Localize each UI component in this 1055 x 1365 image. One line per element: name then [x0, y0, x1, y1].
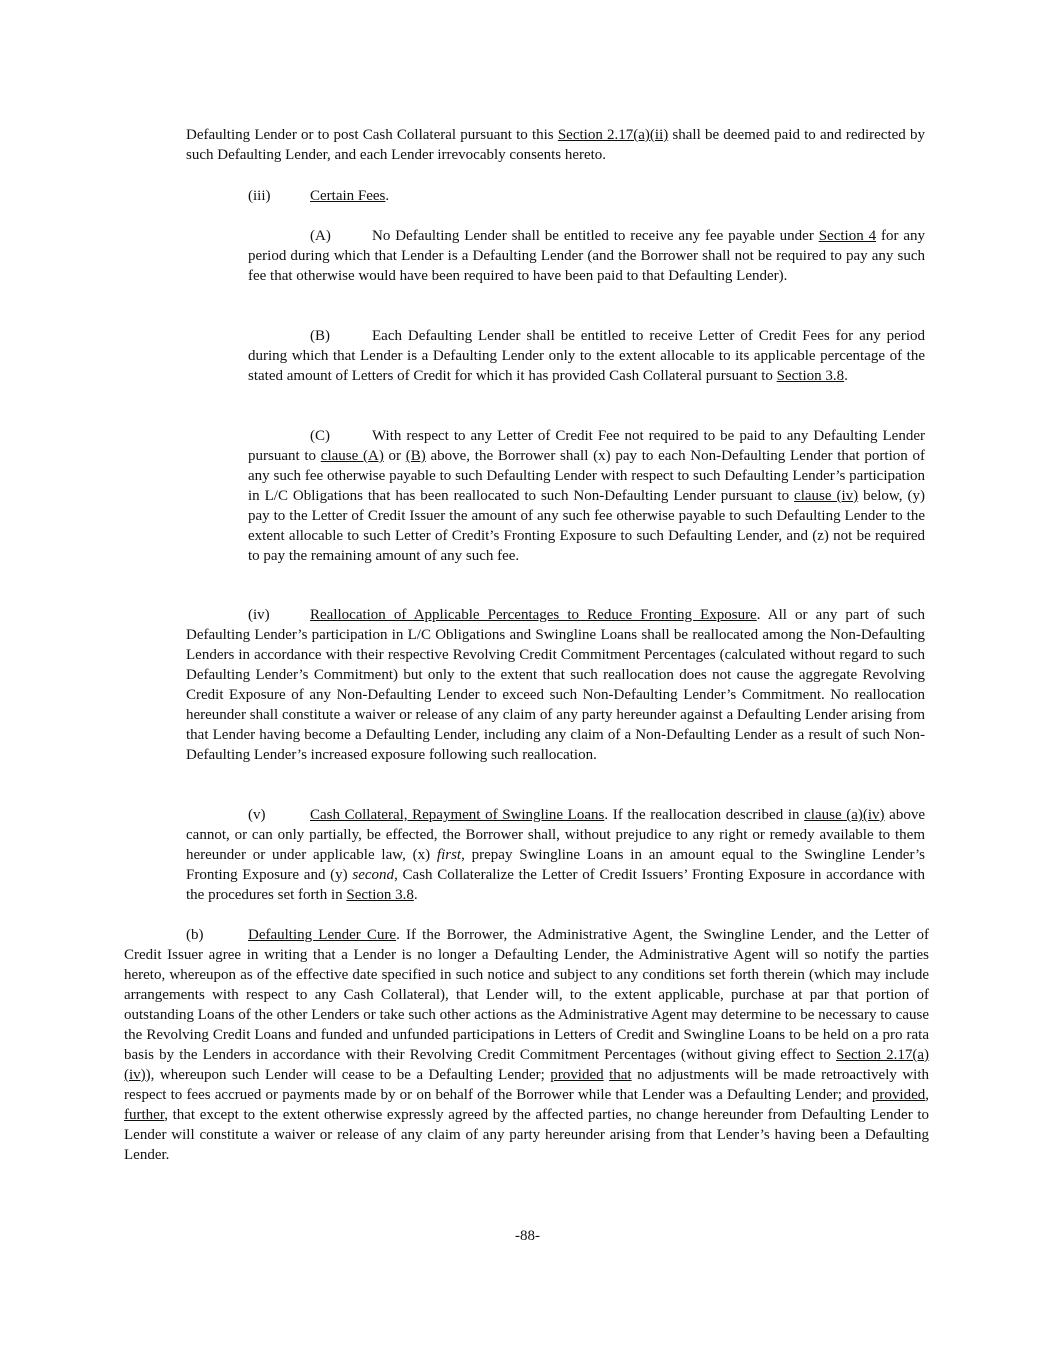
- clause-title: Reallocation of Applicable Percentages to Reduce Fronting Exposure: [310, 607, 757, 623]
- clause-number: (iii): [248, 188, 271, 204]
- paragraph-intro: Defaulting Lender or to post Cash Collateral pursuant to this Section 2.17(a)(ii) shall be deemed paid to and redirected by such Defaulting Lender, and each Lender irrevocably consents hereto.: [186, 127, 925, 163]
- paragraph-A: (A) No Defaulting Lender shall be entitled to receive any fee payable under Section 4 for any period during which that Lender is a Defaulting Lender (and the Borrower shall not be required to pay any such fee that otherwise would have been required to have been paid to that Defaulting Lender).: [248, 228, 925, 284]
- clause-title: Certain Fees: [310, 188, 386, 204]
- page-number: -88-: [515, 1228, 540, 1244]
- clause-number: (iv): [248, 607, 270, 623]
- clause-number: (C): [310, 428, 330, 444]
- clause-title: Cash Collateral, Repayment of Swingline Loans: [310, 807, 605, 823]
- proviso-term: provided: [871, 1087, 926, 1103]
- section-reference: Section 2.17(a)(ii): [557, 127, 669, 143]
- section-reference: Section 4: [818, 228, 877, 244]
- proviso-term: that: [609, 1067, 632, 1083]
- paragraph-C: (C) With respect to any Letter of Credit Fee not required to be paid to any Defaulting Lender pursuant to clause (A) or (B) above, the Borrower shall (x) pay to each Non-Defaulting Lender that portion of any such fee otherwise payable to such Defaulting Lender with respect to such Defaulting Lender’s participation in L/C Obligations that has been reallocated to such Non-Defaulting Lender pursuant to clause (iv) below, (y) pay to the Letter of Credit Issuer the amount of any such fee otherwise payable to such Defaulting Lender to the extent allocable to such Letter of Credit’s Fronting Exposure to such Defaulting Lender, and (z) not be required to pay the remaining amount of any such fee.: [248, 428, 925, 564]
- paragraph-B: (B) Each Defaulting Lender shall be entitled to receive Letter of Credit Fees for any period during which that Lender is a Defaulting Lender only to the extent allocable to its applicable percentage of the stated amount of Letters of Credit for which it has provided Cash Collateral pursuant to Section 3.8.: [248, 328, 925, 384]
- paragraph-v: (v) Cash Collateral, Repayment of Swingline Loans. If the reallocation described in clause (a)(iv) above cannot, or can only partially, be effected, the Borrower shall, without prejudice to any right or remedy available to them hereunder or under applicable law, (x) first, prepay Swingline Loans in an amount equal to the Swingline Lender’s Fronting Exposure and (y) second, Cash Collateralize the Letter of Credit Issuers’ Fronting Exposure in accordance with the procedures set forth in Section 3.8.: [186, 807, 925, 903]
- clause-reference: clause (a)(iv): [804, 807, 885, 823]
- proviso-term: further: [124, 1107, 165, 1123]
- heading-iii: (iii) Certain Fees.: [248, 188, 390, 204]
- clause-number: (v): [248, 807, 266, 823]
- clause-reference: (B): [405, 448, 426, 464]
- paragraph-b: (b) Defaulting Lender Cure. If the Borrower, the Administrative Agent, the Swingline Lender, and the Letter of Credit Issuer agree in writing that a Lender is no longer a Defaulting Lender, the Administrative Agent will so notify the parties hereto, whereupon as of the effective date specified in such notice and subject to any conditions set forth therein (which may include arrangements with respect to any Cash Collateral), that Lender will, to the extent applicable, purchase at par that portion of outstanding Loans of the other Lenders or take such other actions as the Administrative Agent may determine to be necessary to cause the Revolving Credit Loans and funded and unfunded participations in Letters of Credit and Swingline Loans to be held on a pro rata basis by the Lenders in accordance with their Revolving Credit Commitment Percentages (without giving effect to Section 2.17(a)(iv)), whereupon such Lender will cease to be a Defaulting Lender; provided that no adjustments will be made retroactively with respect to fees accrued or payments made by or on behalf of the Borrower while that Lender was a Defaulting Lender; and provided, further, that except to the extent otherwise expressly agreed by the affected parties, no change hereunder from Defaulting Lender to Lender will constitute a waiver or release of any claim of any party hereunder arising from that Lender’s having been a Defaulting Lender.: [124, 927, 930, 1163]
- clause-number: (A): [310, 228, 331, 244]
- clause-title: Defaulting Lender Cure: [248, 927, 397, 943]
- clause-number: (b): [186, 927, 204, 943]
- clause-reference: clause (A): [320, 448, 384, 464]
- paragraph-iv: (iv) Reallocation of Applicable Percentages to Reduce Fronting Exposure. All or any part of such Defaulting Lender’s participation in L/C Obligations and Swingline Loans shall be reallocated among the Non-Defaulting Lenders in accordance with their respective Revolving Credit Commitment Percentages (calculated without regard to such Defaulting Lender’s Commitment) but only to the extent that such reallocation does not cause the aggregate Revolving Credit Exposure of any Non-Defaulting Lender to exceed such Non-Defaulting Lender’s Commitment. No reallocation hereunder shall constitute a waiver or release of any claim of any party hereunder against a Defaulting Lender arising from that Lender having become a Defaulting Lender, including any claim of a Non-Defaulting Lender as a result of such Non-Defaulting Lender’s increased exposure following such reallocation.: [186, 607, 925, 763]
- section-reference: Section 2.17(a)(iv): [124, 1047, 929, 1083]
- section-reference: Section 3.8: [346, 887, 414, 903]
- proviso-term: provided: [550, 1067, 604, 1083]
- clause-reference: clause (iv): [794, 488, 859, 504]
- section-reference: Section 3.8: [776, 368, 845, 384]
- clause-number: (B): [310, 328, 330, 344]
